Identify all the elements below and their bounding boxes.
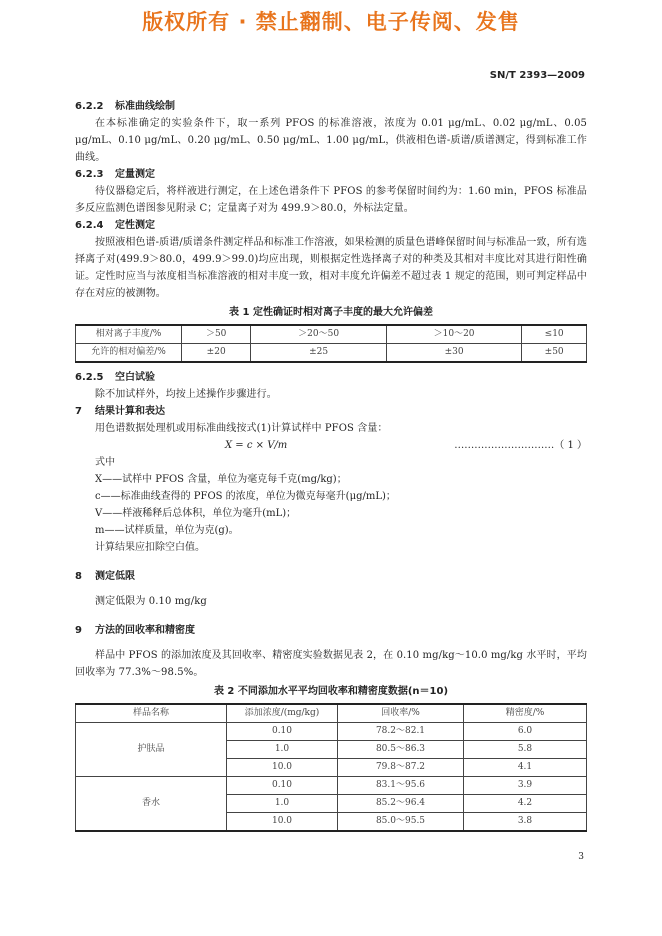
paragraph: 测定低限为 0.10 mg/kg (95, 596, 207, 607)
document-body (75, 98, 587, 832)
paragraph: 待仪器稳定后，将样液进行测定，在上述色谱条件下 PFOS 的参考保留时间约为：1.60 min，PFOS 标准品多反应监测色谱图参见附录 C；定量离子对为 499.9＞80.0，外标法定量。 (75, 186, 587, 214)
table-row: 1.0 85.2～96.4 4.2 (76, 795, 587, 813)
copyright-watermark: 版权所有 · 禁止翻制、电子传阅、发售 (142, 10, 520, 34)
section-heading: 7 结果计算和表达 (75, 406, 165, 417)
formula-where: 式中 (95, 457, 115, 468)
standard-number: SN/T 2393—2009 (489, 70, 585, 81)
section-heading: 8 测定低限 (75, 571, 135, 582)
paragraph: 在本标准确定的实验条件下，取一系列 PFOS 的标准溶液，浓度为 0.01 μg/mL、0.02 μg/mL、0.05 μg/mL、0.10 μg/mL、0.20 μg/mL、0.50 μg/mL、1.00 μg/mL，供液相色谱-质谱/质谱测定，得到标准工作曲线。 (75, 118, 587, 163)
section-heading: 6.2.4 定性测定 (75, 220, 155, 231)
paragraph: 按照液相色谱-质谱/质谱条件测定样品和标准工作溶液，如果检测的质量色谱峰保留时间与标准品一致，所有选择离子对(499.9＞80.0，499.9＞99.0)均应出现，则根据定性选择离子对的种类及其相对丰度比对其进行阳性确证。定性时应当与浓度相当标准溶液的相对丰度一致，相对丰度允许偏差不超过表 1 规定的范围，则可判定样品中存在对应的被测物。 (75, 237, 587, 299)
table-caption: 表 2 不同添加水平平均回收率和精密度数据(n＝10) (213, 686, 449, 697)
formula: X = c × V/m …………………………（ 1 ） (225, 440, 587, 451)
sample-name: 护肤品 (76, 723, 227, 777)
paragraph: 样品中 PFOS 的添加浓度及其回收率、精密度实验数据见表 2，在 0.10 mg/kg～10.0 mg/kg 水平时，平均回收率为 77.3%～98.5%。 (75, 650, 587, 678)
ion-abundance-table (75, 324, 587, 363)
table-row: 1.0 80.5～86.3 5.8 (76, 741, 587, 759)
variable-def: V——样液稀释后总体积，单位为毫升(mL)； (95, 508, 297, 519)
table-row: 允许的相对偏差/% ±20 ±25 ±30 ±50 (76, 344, 587, 363)
table-caption: 表 1 定性确证时相对离子丰度的最大允许偏差 (229, 307, 433, 318)
table-row: 相对离子丰度/% ＞50 ＞20～50 ＞10～20 ≤10 (76, 325, 587, 344)
variable-def: X——试样中 PFOS 含量，单位为毫克每千克(mg/kg)； (95, 474, 347, 485)
section-heading: 6.2.2 标准曲线绘制 (75, 101, 175, 112)
section-heading: 6.2.5 空白试验 (75, 372, 155, 383)
table-header-row: 样品名称 添加浓度/(mg/kg) 回收率/% 精密度/% (76, 704, 587, 723)
page-number: 3 (578, 852, 584, 862)
table-row: 香水 0.10 83.1～95.6 3.9 (76, 777, 587, 795)
section-heading: 6.2.3 定量测定 (75, 169, 155, 180)
table-row: 护肤品 0.10 78.2～82.1 6.0 (76, 723, 587, 741)
sample-name: 香水 (76, 777, 227, 832)
paragraph: 用色谱数据处理机或用标准曲线按式(1)计算试样中 PFOS 含量： (95, 423, 388, 434)
section-heading: 9 方法的回收率和精密度 (75, 625, 195, 636)
table-row: 10.0 79.8～87.2 4.1 (76, 759, 587, 777)
paragraph: 计算结果应扣除空白值。 (95, 542, 205, 553)
variable-def: m——试样质量，单位为克(g)。 (95, 525, 239, 536)
paragraph: 除不加试样外，均按上述操作步骤进行。 (95, 389, 277, 400)
table-row: 10.0 85.0～95.5 3.8 (76, 813, 587, 832)
recovery-precision-table (75, 703, 587, 832)
variable-def: c——标准曲线查得的 PFOS 的浓度，单位为微克每毫升(μg/mL)； (95, 491, 396, 502)
